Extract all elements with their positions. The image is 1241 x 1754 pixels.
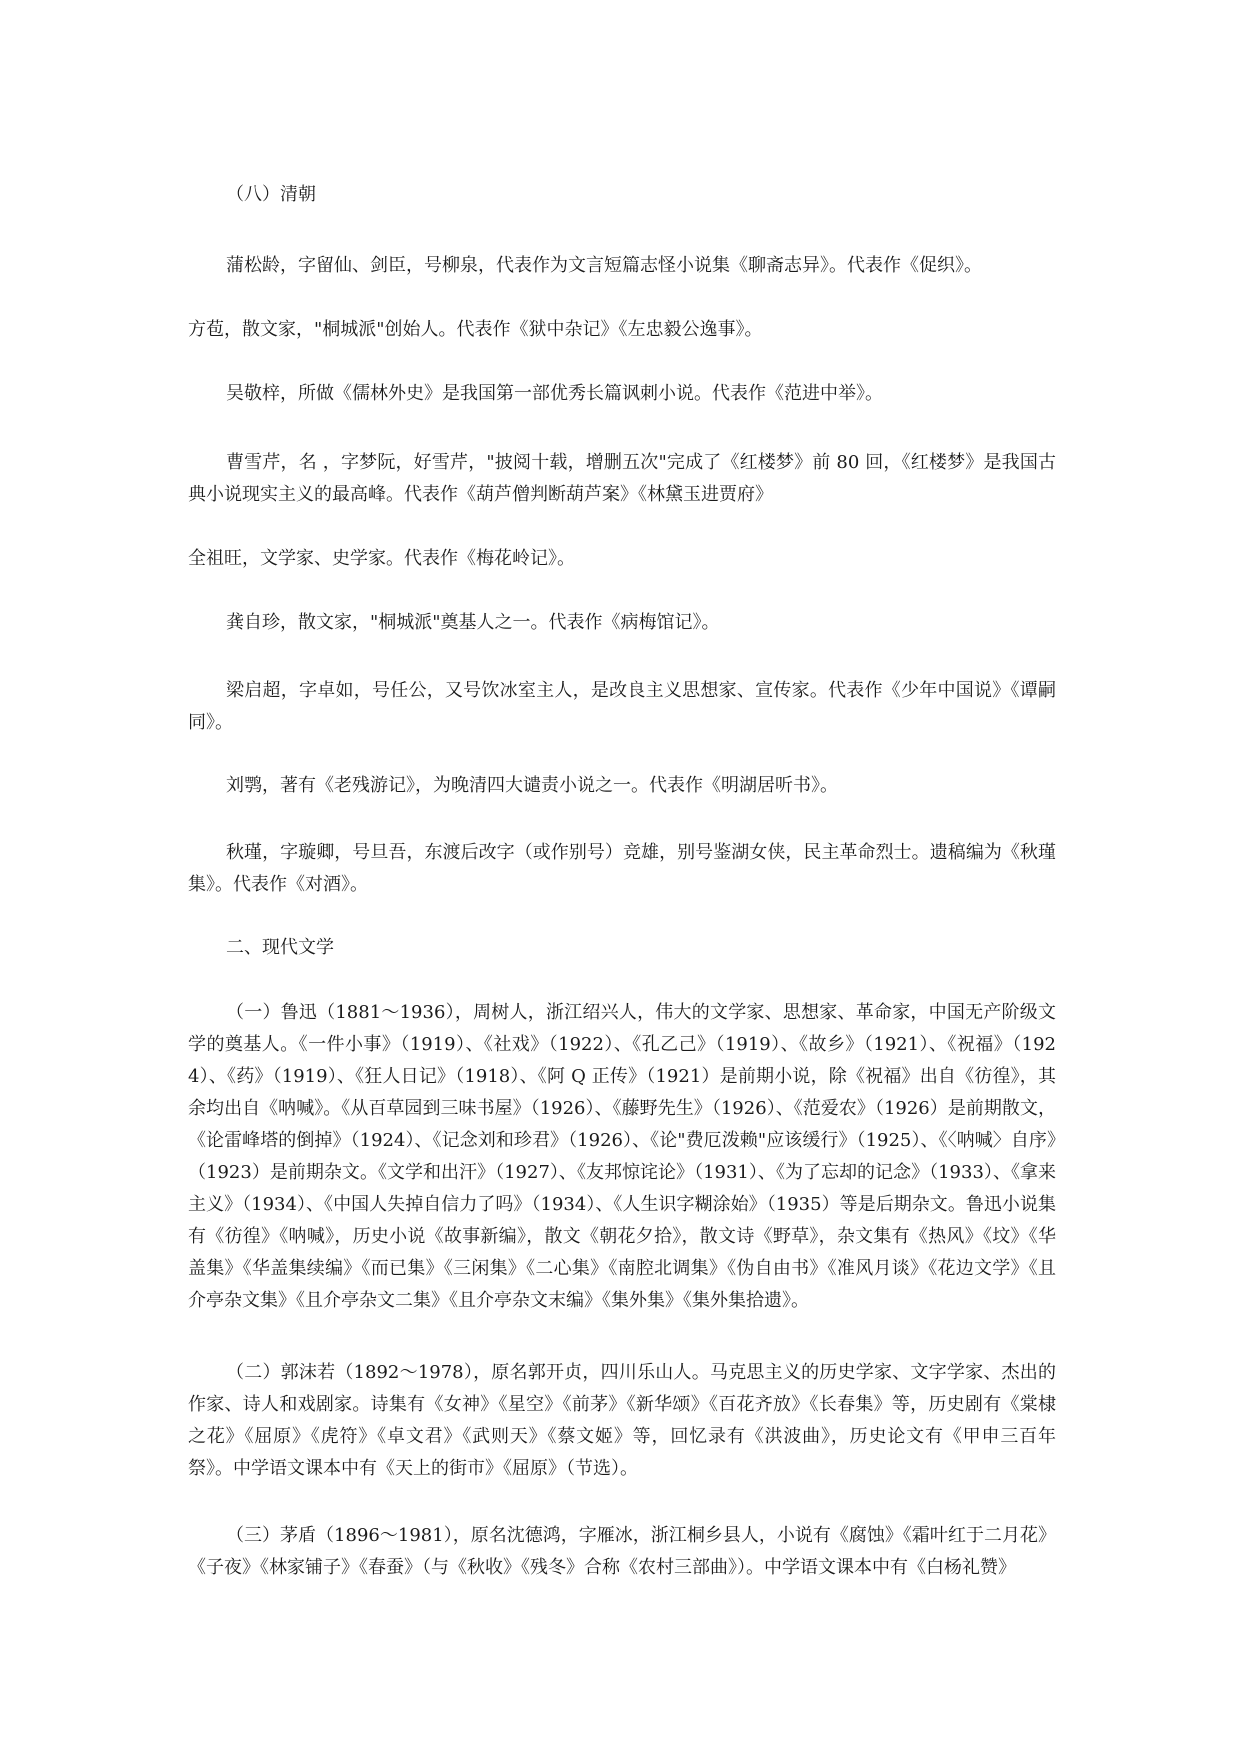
paragraph-lu-xun: （一）鲁迅（1881～1936），周树人，浙江绍兴人，伟大的文学家、思想家、革命家，中国无产阶级文学的奠基人。《一件小事》（1919）、《社戏》（1922）、《孔乙己》（1919）、《故乡》（1921）、《祝福》（1924）、《药》（1919）、《狂人日记》（1918）、《阿 Q 正传》（1921）是前期小说，除《祝福》出自《彷徨》，其余均出自《呐喊》。《从百草园到三味书屋》（1926）、《藤野先生》（1926）、《范爱农》（1926）是前期散文，《论雷峰塔的倒掉》（1924）、《记念刘和珍君》（1926）、《论"费厄泼赖"应该缓行》（1925）、《〈呐喊〉自序》（1923）是前期杂文。《文学和出汗》（1927）、《友邦惊诧论》（1931）、《为了忘却的记念》（1933）、《拿来主义》（1934）、《中国人失掉自信力了吗》（1934）、《人生识字糊涂始》（1935）等是后期杂文。鲁迅小说集有《彷徨》《呐喊》，历史小说《故事新编》，散文《朝花夕拾》，散文诗《野草》，杂文集有《热风》《坟》《华盖集》《华盖集续编》《而已集》《三闲集》《二心集》《南腔北调集》《伪自由书》《准风月谈》《花边文学》《且介亭杂文集》《且介亭杂文二集》《且介亭杂文末编》《集外集》《集外集拾遗》。 <box>188 1002 1056 1311</box>
section-heading-modern-literature: 二、现代文学 <box>226 937 334 958</box>
paragraph-guo-moruo: （二）郭沫若（1892～1978），原名郭开贞，四川乐山人。马克思主义的历史学家、文字学家、杰出的作家、诗人和戏剧家。诗集有《女神》《星空》《前茅》《新华颂》《百花齐放》《长春集》等，历史剧有《棠棣之花》《屈原》《虎符》《卓文君》《武则天》《蔡文姬》等，回忆录有《洪波曲》，历史论文有《甲申三百年祭》。中学语文课本中有《天上的街市》《屈原》（节选）。 <box>188 1362 1056 1479</box>
paragraph-pu-songling: 蒲松龄，字留仙、剑臣，号柳泉，代表作为文言短篇志怪小说集《聊斋志异》。代表作《促织》。 <box>226 255 982 276</box>
paragraph-liu-e: 刘鹗，著有《老残游记》，为晚清四大谴责小说之一。代表作《明湖居听书》。 <box>226 775 838 796</box>
section-heading-qing: （八）清朝 <box>226 184 316 205</box>
paragraph-fang-bao: 方苞，散文家，"桐城派"创始人。代表作《狱中杂记》《左忠毅公逸事》。 <box>188 319 763 340</box>
paragraph-liang-qichao: 梁启超，字卓如，号任公，又号饮冰室主人，是改良主义思想家、宣传家。代表作《少年中国说》《谭嗣同》。 <box>188 680 1056 733</box>
paragraph-wu-jingzi: 吴敬梓，所做《儒林外史》是我国第一部优秀长篇讽刺小说。代表作《范进中举》。 <box>226 383 883 404</box>
paragraph-mao-dun: （三）茅盾（1896～1981），原名沈德鸿，字雁冰，浙江桐乡县人，小说有《腐蚀》《霜叶红于二月花》《子夜》《林家铺子》《春蚕》（与《秋收》《残冬》合称《农村三部曲》）。中学语文课本中有《白杨礼赞》 <box>188 1525 1056 1578</box>
paragraph-qiu-jin: 秋瑾，字璇卿，号旦吾，东渡后改字（或作别号）竞雄，别号鉴湖女侠，民主革命烈士。遗稿编为《秋瑾集》。代表作《对酒》。 <box>188 842 1056 895</box>
paragraph-gong-zizhen: 龚自珍，散文家，"桐城派"奠基人之一。代表作《病梅馆记》。 <box>226 612 720 633</box>
paragraph-cao-xueqin: 曹雪芹，名 ，字梦阮，好雪芹，"披阅十载，增删五次"完成了《红楼梦》前 80 回，《红楼梦》是我国古典小说现实主义的最高峰。代表作《葫芦僧判断葫芦案》《林黛玉进贾府》 <box>188 452 1056 505</box>
paragraph-quan-zuwang: 全祖旺，文学家、史学家。代表作《梅花岭记》。 <box>188 548 575 569</box>
